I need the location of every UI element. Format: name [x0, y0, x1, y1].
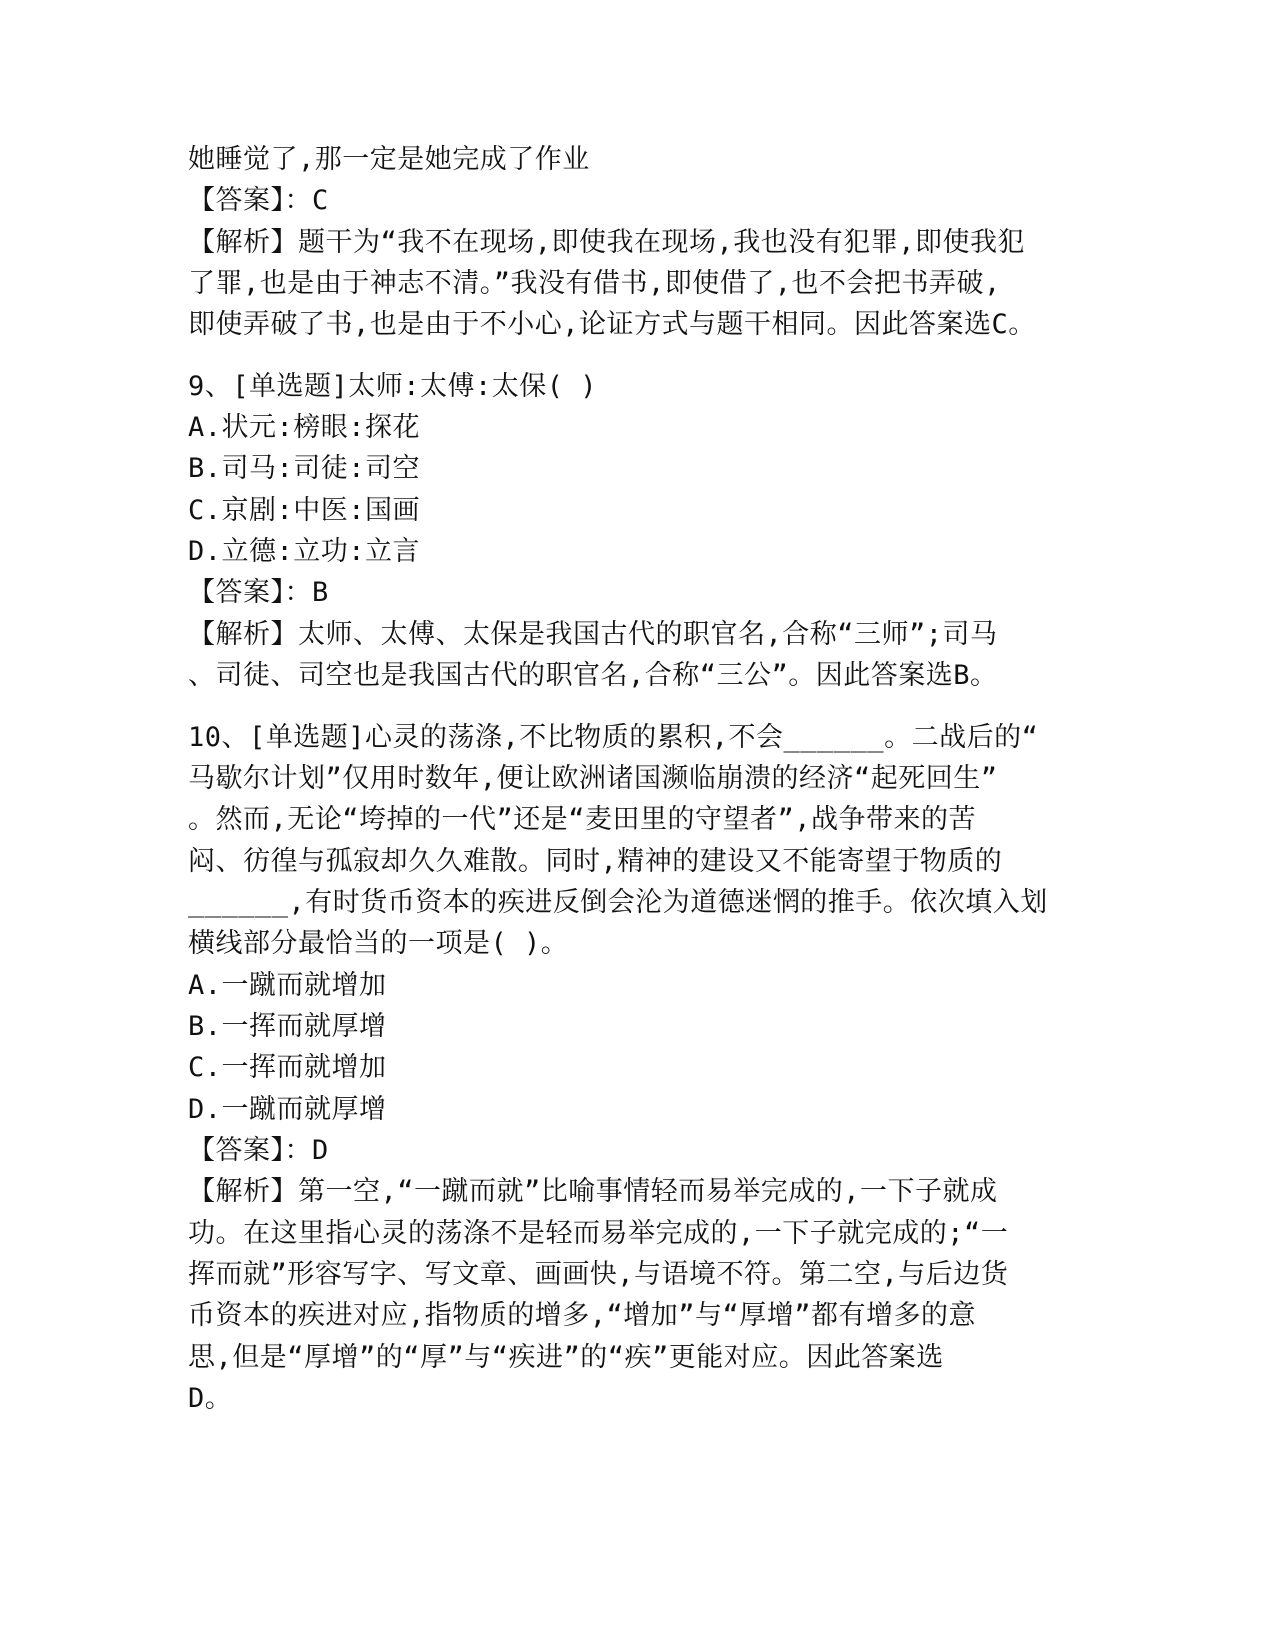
q8-analysis-line: 【解析】题干为“我不在现场,即使我在现场,我也没有犯罪,即使我犯 [188, 227, 1026, 258]
q9-answer: 【答案】：B [188, 577, 329, 608]
q10-analysis-line: 挥而就”形容写字、写文章、画画快,与语境不符。第二空,与后边货 [188, 1259, 1009, 1290]
q10-analysis-line: 思,但是“厚增”的“厚”与“疾进”的“疾”更能对应。因此答案选 [188, 1342, 944, 1373]
q10-stem-line: 闷、彷徨与孤寂却久久难散。同时,精神的建设又不能寄望于物质的 [188, 846, 1003, 877]
q10-analysis-line: 【解析】第一空,“一蹴而就”比喻事情轻而易举完成的,一下子就成 [188, 1176, 998, 1207]
q9-option-a: A.状元:榜眼:探花 [188, 412, 421, 443]
q10-option-b: B.一挥而就厚增 [188, 1011, 387, 1042]
q10-stem-line: 10、[单选题]心灵的荡涤,不比物质的累积,不会______。二战后的“ [188, 722, 1039, 753]
q10-stem-line: 马歇尔计划”仅用时数年,便让欧洲诸国濒临崩溃的经济“起死回生” [188, 763, 998, 794]
q8-option-d-continuation: 她睡觉了,那一定是她完成了作业 [188, 144, 590, 175]
q10-stem-line: ______,有时货币资本的疾进反倒会沦为道德迷惘的推手。依次填入划 [188, 887, 1048, 918]
q10-analysis-line: 币资本的疾进对应,指物质的增多,“增加”与“厚增”都有增多的意 [188, 1300, 977, 1331]
q8-analysis-line: 了罪,也是由于神志不清。”我没有借书,即使借了,也不会把书弄破, [188, 268, 1001, 299]
q9-analysis-line: 【解析】太师、太傅、太保是我国古代的职官名,合称“三师”;司马 [188, 619, 998, 650]
q9-option-d: D.立德:立功:立言 [188, 536, 421, 567]
q9-option-c: C.京剧:中医:国画 [188, 495, 421, 526]
q8-analysis-line: 即使弄破了书,也是由于不小心,论证方式与题干相同。因此答案选C。 [188, 309, 1036, 340]
q9-stem: 9、[单选题]太师:太傅:太保( ) [188, 371, 598, 402]
q10-option-c: C.一挥而就增加 [188, 1052, 387, 1083]
q10-option-d: D.一蹴而就厚增 [188, 1094, 387, 1125]
q9-analysis-line: 、司徒、司空也是我国古代的职官名,合称“三公”。因此答案选B。 [188, 660, 998, 691]
q9-option-b: B.司马:司徒:司空 [188, 453, 421, 484]
q8-answer: 【答案】：C [188, 185, 329, 216]
q10-stem-line: 。然而,无论“垮掉的一代”还是“麦田里的守望者”,战争带来的苦 [188, 804, 977, 835]
q10-answer: 【答案】：D [188, 1135, 329, 1166]
q10-option-a: A.一蹴而就增加 [188, 970, 387, 1001]
q10-stem-line: 横线部分最恰当的一项是( )。 [188, 928, 569, 959]
q10-analysis-line: D。 [188, 1383, 233, 1414]
q10-analysis-line: 功。在这里指心灵的荡涤不是轻而易举完成的,一下子就完成的;“一 [188, 1218, 1009, 1249]
